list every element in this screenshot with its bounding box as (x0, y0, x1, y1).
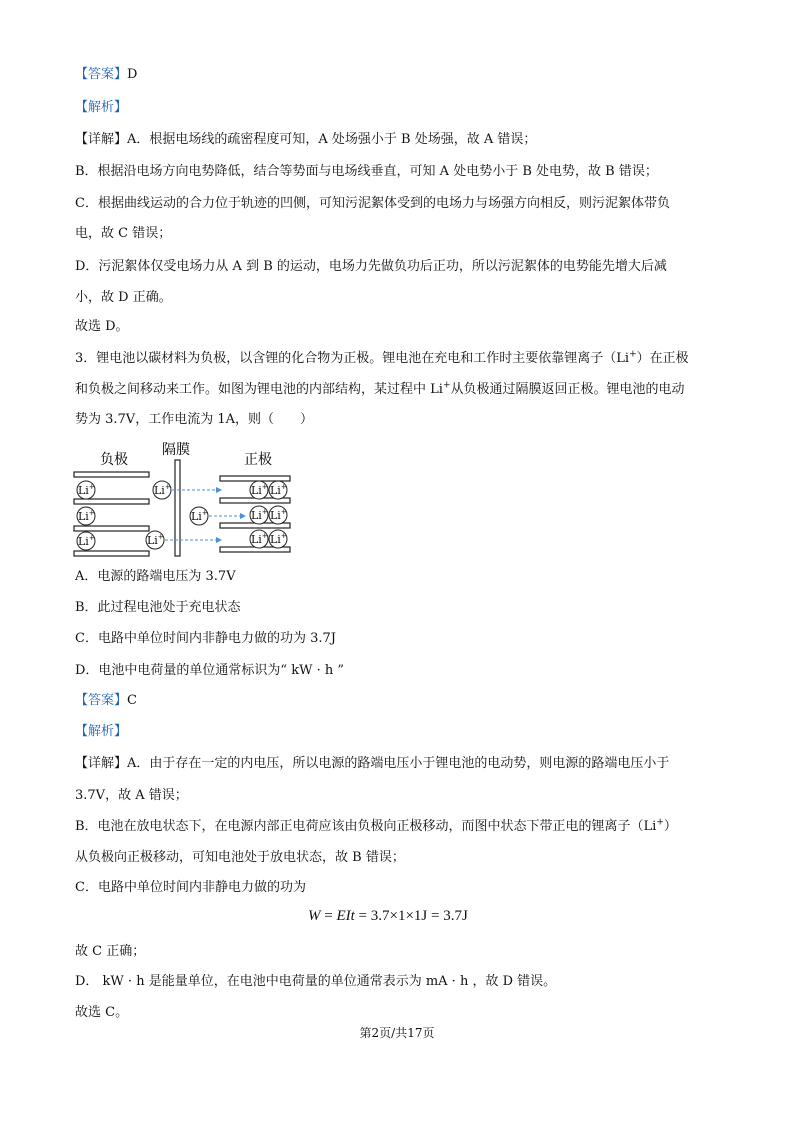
detail2-line-b1 (75, 818, 677, 836)
ion-sup: + (88, 534, 95, 542)
ion-label: Li (251, 509, 262, 522)
ion-sup: + (261, 508, 268, 516)
detail-line-c1: C．根据曲线运动的合力位于轨迹的凹侧，可知污泥絮体受到的电场力与场强方向相反，则污泥絮体带负 (75, 196, 670, 211)
ion-label: Li (251, 484, 262, 497)
q-text: 从负极通过隔膜返回正极。锂电池的电动 (450, 382, 685, 397)
b1-text: B．电池在放电状态下，在电源内部正电荷应该由负极向正极移动，而图中状态下带正电的锂离子（Li (75, 819, 657, 834)
work-formula (308, 908, 468, 925)
detail2-line-c1: C．电路中单位时间内非静电力做的功为 (75, 880, 306, 895)
ion-label: Li (147, 534, 158, 547)
b1-text-end: ） (663, 819, 677, 834)
ion-sup: + (280, 532, 287, 540)
detail-line-b: B．根据沿电场方向电势降低，结合等势面与电场线垂直，可知 A 处电势小于 B 处电势，故 B 错误； (75, 164, 658, 179)
detail-line-d2: 小，故 D 正确。 (75, 290, 172, 305)
question-3-line-3: 势为 3.7V，工作电流为 1A，则（ ） (75, 412, 313, 427)
detail-line-c2: 电，故 C 错误； (75, 226, 172, 241)
detail2-line-a1 (75, 755, 669, 773)
answer-value: D (127, 67, 138, 82)
arrow-heads (216, 487, 246, 543)
formula-rest: = 3.7×1×1J = 3.7J (354, 908, 468, 924)
q-sup: + (629, 349, 637, 360)
b1-sup: + (656, 817, 664, 828)
q-sup: + (442, 380, 451, 391)
ion-label: Li (251, 533, 262, 546)
separator-label: 隔膜 (162, 442, 190, 458)
formula-eit: EIt (336, 908, 355, 924)
separator-membrane (175, 460, 180, 556)
ion-sup: + (157, 533, 164, 541)
negative-electrode-label: 负极 (100, 452, 128, 468)
ion-label: Li (154, 484, 165, 497)
battery-diagram (72, 440, 302, 560)
ion-label: Li (270, 533, 281, 546)
detail-a-text: A．根据电场线的疏密程度可知，A 处场强小于 B 处场强，故 A 错误； (127, 132, 537, 147)
detail2-line-d1: D． kW · h 是能量单位，在电池中电荷量的单位通常表示为 mA · h ，故 D 错误。 (75, 974, 557, 989)
analysis-tag: 【解析】 (75, 100, 128, 115)
ion-label: Li (270, 484, 281, 497)
detail2-line-a2: 3.7V，故 A 错误； (75, 788, 188, 803)
ion-sup: + (261, 483, 268, 491)
q-text: 3．锂电池以碳材料为负极，以含锂的化合物为正极。锂电池在充电和工作时主要依靠锂离子（Li (75, 351, 630, 366)
detail-tag: 【详解】 (75, 132, 128, 147)
formula-eq: = (320, 908, 337, 924)
ion-label: Li (78, 535, 89, 548)
option-d: D．电池中电荷量的单位通常标识为“ kW · h ” (75, 663, 344, 678)
detail-line-a (75, 131, 536, 149)
positive-electrode-label: 正极 (244, 452, 272, 468)
answer-line-1 (75, 66, 137, 84)
answer-value: C (127, 693, 137, 708)
detail-tag: 【详解】 (75, 756, 128, 771)
ion-sup: + (261, 532, 268, 540)
option-c: C．电路中单位时间内非静电力做的功为 3.7J (75, 631, 336, 646)
c-correct-line: 故 C 正确； (75, 944, 146, 959)
detail-line-d1: D．污泥絮体仅受电场力从 A 到 B 的运动，电场力先做负功后正功，所以污泥絮体的电势能先增大后减 (75, 259, 667, 274)
ion-sup: + (280, 483, 287, 491)
q-text: ）在正极 (636, 351, 689, 366)
answer-tag: 【答案】 (75, 693, 128, 708)
choose-line-1: 故选 D。 (75, 319, 129, 334)
q-text: 和负极之间移动来工作。如图为锂电池的内部结构，某过程中 Li (75, 382, 443, 397)
ion-label: Li (78, 510, 89, 523)
formula-w: W (308, 908, 321, 924)
analysis-tag: 【解析】 (75, 724, 128, 739)
ion-label: Li (270, 509, 281, 522)
ion-label: Li (191, 510, 202, 523)
question-3-line-1 (75, 350, 689, 368)
option-a: A．电源的路端电压为 3.7V (75, 569, 236, 584)
ion-sup: + (164, 483, 171, 491)
page-footer: 第2页/共17页 (359, 1026, 435, 1040)
choose-line-2: 故选 C。 (75, 1005, 129, 1020)
option-b: B．此过程电池处于充电状态 (75, 600, 241, 615)
question-3-line-2 (75, 381, 685, 399)
detail2-line-b2: 从负极向正极移动，可知电池处于放电状态，故 B 错误； (75, 850, 405, 865)
ion-sup: + (88, 509, 95, 517)
answer-line-2 (75, 692, 137, 710)
ion-sup: + (201, 509, 208, 517)
ion-sup: + (88, 483, 95, 491)
ion-label: Li (78, 484, 89, 497)
ion-sup: + (280, 508, 287, 516)
answer-tag: 【答案】 (75, 67, 128, 82)
detail2-a1-text: A．由于存在一定的内电压，所以电源的路端电压小于锂电池的电动势，则电源的路端电压小于 (127, 756, 670, 771)
